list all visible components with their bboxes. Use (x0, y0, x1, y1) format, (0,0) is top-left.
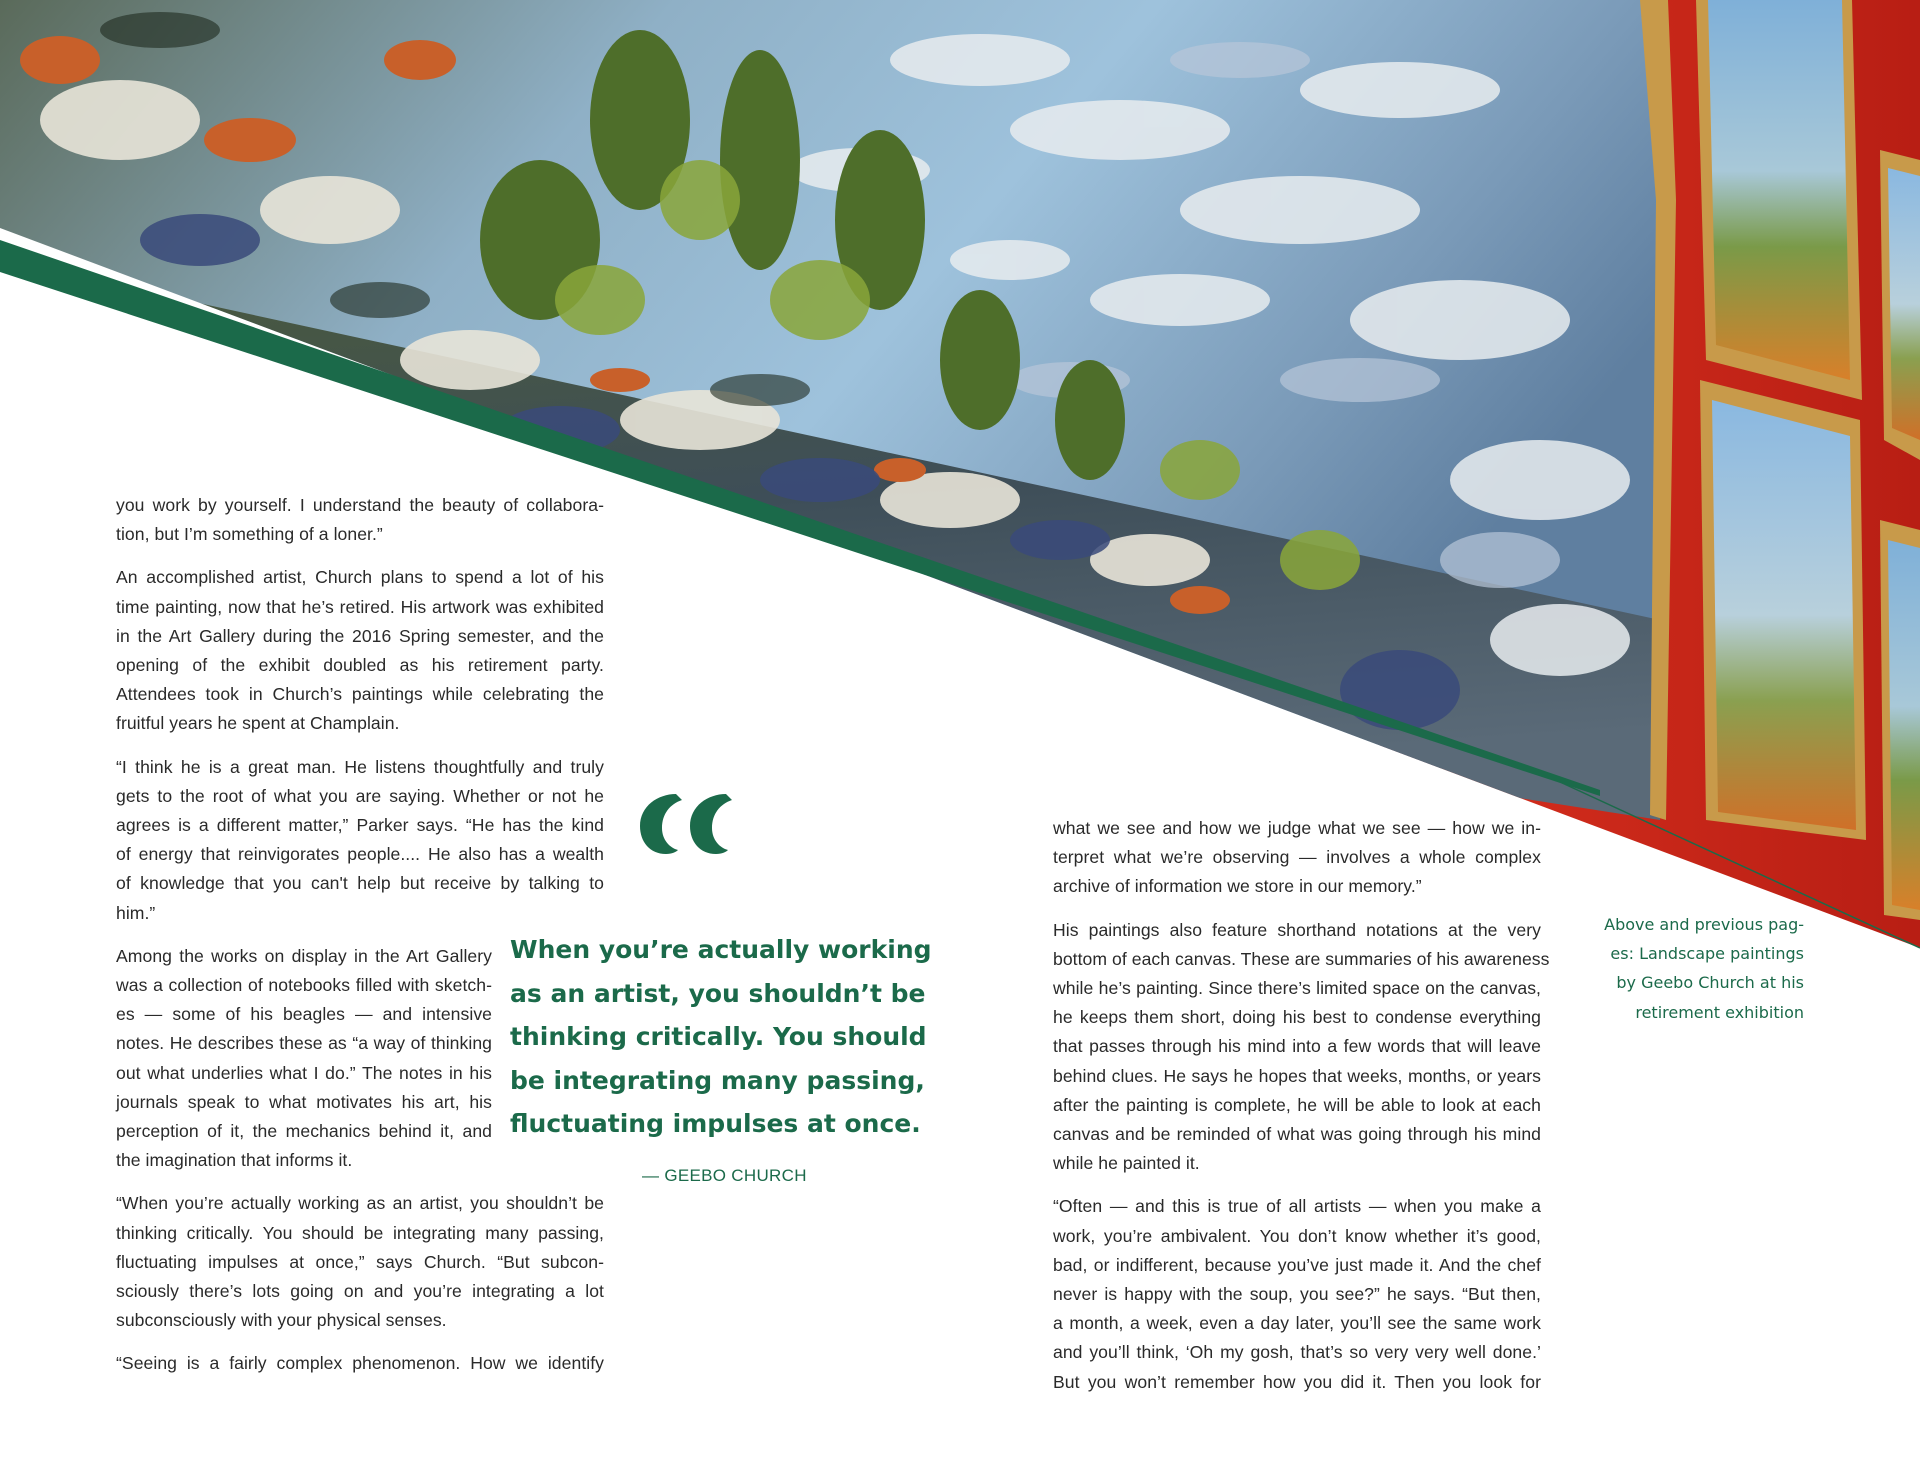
text-line: that passes through his mind into a few words that will leave (1053, 1036, 1541, 1057)
text-line: bad, or indifferent, because you’ve just made it. And the chef (1053, 1254, 1541, 1275)
pull-quote-line: be integrating many passing, (510, 1065, 925, 1095)
text-line: canvas and be reminded of what was going through his mind (1053, 1124, 1541, 1145)
text-line: sciously there’s lots going on and you’re integrating a lot (116, 1281, 604, 1302)
text-line: fruitful years he spent at Champlain. (116, 713, 400, 734)
text-line: while he painted it. (1053, 1153, 1200, 1174)
text-line: thinking critically. You should be integrating many passing, (116, 1222, 604, 1243)
text-line: behind clues. He says he hopes that weeks, months, or years (1053, 1065, 1541, 1086)
caption-line: es: Landscape paintings (1610, 944, 1804, 964)
quotation-mark-icon (636, 770, 736, 870)
text-line: never is happy with the soup, you see?” he says. “But then, (1053, 1284, 1541, 1305)
text-line: him.” (116, 902, 156, 923)
text-line: you work by yourself. I understand the beauty of collabora- (116, 495, 604, 515)
paragraph (1053, 814, 1541, 902)
text-line: archive of information we store in our memory.” (1053, 876, 1422, 897)
pull-quote-attribution: — GEEBO CHURCH (642, 1166, 807, 1185)
paragraph (116, 1189, 604, 1335)
text-line: subconsciously with your physical senses. (116, 1310, 447, 1331)
paragraph (116, 491, 604, 549)
text-line: “Seeing is a fairly complex phenomenon. How we identify (116, 1353, 604, 1374)
text-line: a month, a week, even a day later, you’ll see the same work (1053, 1313, 1541, 1334)
text-line: Among the works on display in the Art Gallery (116, 945, 492, 966)
pull-quote-line: fluctuating impulses at once. (510, 1109, 921, 1139)
text-line: what we see and how we judge what we see — how we in- (1053, 818, 1541, 838)
text-line: His paintings also feature shorthand notations at the very (1053, 919, 1541, 940)
text-line: es — some of his beagles — and intensive (116, 1004, 492, 1025)
text-line: was a collection of notebooks filled with sketch- (116, 975, 492, 996)
text-line: out what underlies what I do.” The notes in his (116, 1062, 492, 1083)
text-line: notes. He describes these as “a way of thinking (116, 1033, 492, 1054)
text-line: fluctuating impulses at once,” says Church. “But subcon- (116, 1251, 604, 1272)
text-line: “I think he is a great man. He listens thoughtfully and truly (116, 756, 604, 777)
paragraph (1053, 1192, 1541, 1396)
text-line: work, you’re ambivalent. You don’t know whether it’s good, (1053, 1225, 1541, 1246)
text-line: and you’ll think, ‘Oh my gosh, that’s so very very well done.’ (1053, 1342, 1541, 1363)
text-line: of knowledge that you can't help but receive by talking to (116, 873, 604, 894)
text-line: bottom of each canvas. These are summaries of his awareness (1053, 948, 1550, 969)
text-line: perception of it, the mechanics behind it, and (116, 1121, 492, 1142)
text-line: time painting, now that he’s retired. His artwork was exhibited (116, 596, 604, 617)
text-line: An accomplished artist, Church plans to spend a lot of his (116, 567, 604, 588)
paragraph (1053, 916, 1550, 1179)
text-line: of energy that reinvigorates people.... He also has a wealth (116, 844, 604, 865)
text-line: in the Art Gallery during the 2016 Spring semester, and the (116, 625, 604, 646)
text-line: But you won’t remember how you did it. Then you look for (1053, 1371, 1541, 1392)
pull-quote-line: as an artist, you shouldn’t be (510, 978, 926, 1008)
text-line: “When you’re actually working as an artist, you shouldn’t be (116, 1193, 604, 1214)
paragraph (116, 1349, 604, 1378)
text-line: the imagination that informs it. (116, 1150, 353, 1171)
text-line: opening of the exhibit doubled as his retirement party. (116, 655, 604, 676)
text-line: agrees is a different matter,” Parker says. “He has the kind (116, 815, 604, 836)
text-line: he keeps them short, doing his best to condense everything (1053, 1007, 1541, 1028)
paragraph (116, 753, 604, 928)
text-line: Attendees took in Church’s paintings while celebrating the (116, 684, 604, 705)
pull-quote-line: When you’re actually working (510, 935, 932, 964)
paragraph (116, 563, 604, 738)
photo-caption (1560, 910, 1804, 1027)
text-line: journals speak to what motivates his art, his (116, 1091, 492, 1112)
text-line: “Often — and this is true of all artists — when you make a (1053, 1196, 1541, 1217)
text-line: terpret what we’re observing — involves a whole complex (1053, 847, 1541, 868)
right-article-column (1053, 814, 1550, 1411)
text-line: gets to the root of what you are saying. Whether or not he (116, 785, 604, 806)
text-line: tion, but I’m something of a loner.” (116, 524, 383, 545)
pull-quote (510, 928, 932, 1146)
text-line: after the painting is complete, he will be able to look at each (1053, 1094, 1541, 1115)
caption-line: Above and previous pag- (1604, 915, 1804, 934)
pull-quote-line: thinking critically. You should (510, 1022, 927, 1052)
caption-line: retirement exhibition (1635, 1002, 1804, 1022)
text-line: while he’s painting. Since there’s limited space on the canvas, (1053, 978, 1541, 999)
caption-line: by Geebo Church at his (1616, 973, 1804, 993)
